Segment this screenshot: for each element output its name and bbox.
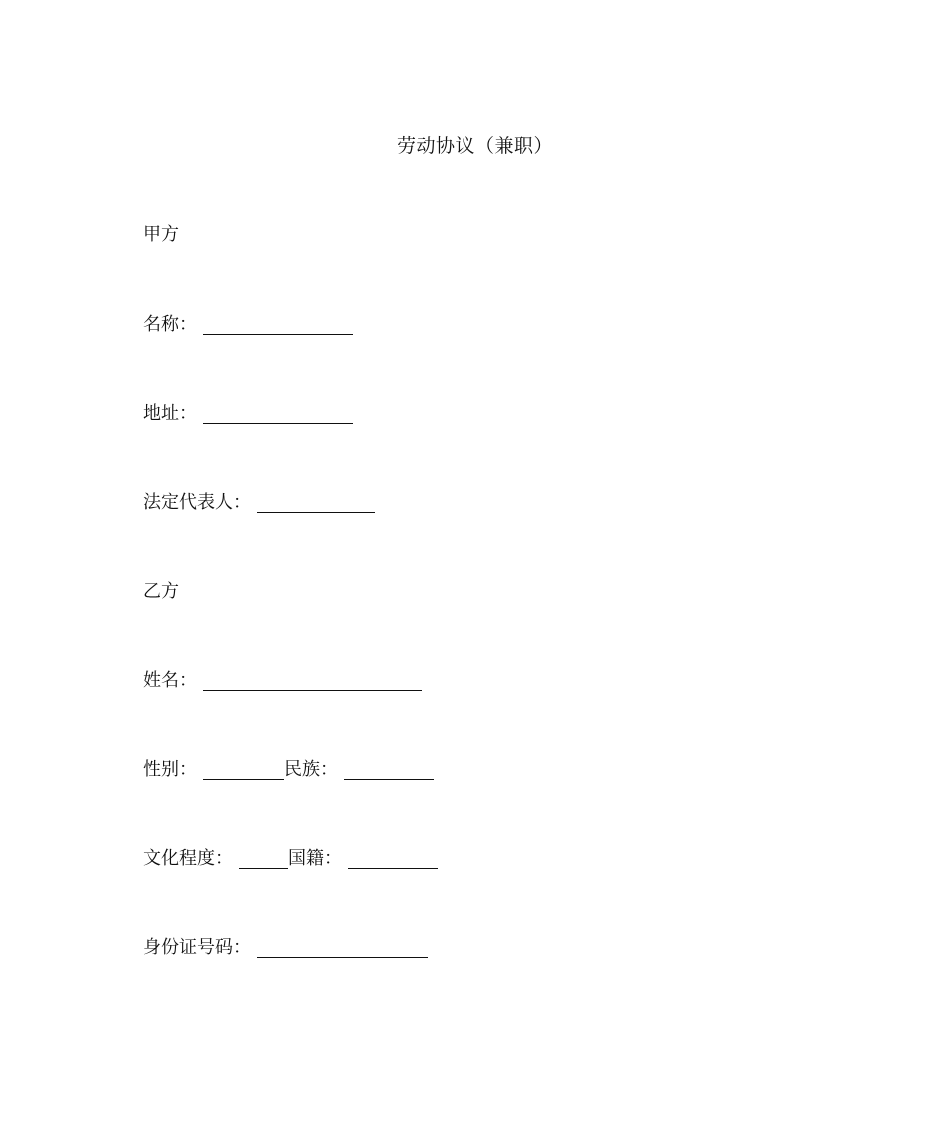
party-b-gender-blank[interactable] [203, 760, 284, 780]
party-a-legal-rep-row [143, 491, 375, 515]
party-a-name-row [143, 313, 353, 337]
party-b-id-number-label: 身份证号码： [143, 937, 251, 958]
party-b-id-number-row [143, 936, 428, 960]
party-a-address-blank[interactable] [203, 404, 353, 424]
party-b-nationality-blank[interactable] [348, 849, 438, 869]
party-a-address-row [143, 402, 353, 426]
party-b-heading [143, 580, 179, 604]
party-b-education-label: 文化程度： [143, 848, 233, 869]
document-title: 劳动协议（兼职） [396, 135, 553, 157]
party-b-gender-ethnicity-row [143, 758, 434, 782]
party-b-education-blank[interactable] [239, 849, 288, 869]
party-a-name-blank[interactable] [203, 315, 353, 335]
party-b-heading-text: 乙方 [143, 581, 179, 602]
party-b-gender-label: 性别： [143, 759, 197, 780]
party-b-id-number-blank[interactable] [257, 938, 428, 958]
party-b-name-blank[interactable] [203, 671, 422, 691]
party-a-heading-text: 甲方 [143, 224, 179, 245]
party-a-legal-rep-label: 法定代表人： [143, 492, 251, 513]
party-a-address-label: 地址： [143, 403, 197, 424]
party-b-name-row [143, 669, 422, 693]
party-a-name-label: 名称： [143, 314, 197, 335]
party-b-education-nationality-row [143, 847, 438, 871]
party-b-ethnicity-blank[interactable] [344, 760, 434, 780]
party-a-heading [143, 223, 179, 247]
party-b-name-label: 姓名： [143, 670, 197, 691]
party-b-ethnicity-label: 民族： [284, 759, 338, 780]
party-a-legal-rep-blank[interactable] [257, 493, 375, 513]
party-b-nationality-label: 国籍： [288, 848, 342, 869]
